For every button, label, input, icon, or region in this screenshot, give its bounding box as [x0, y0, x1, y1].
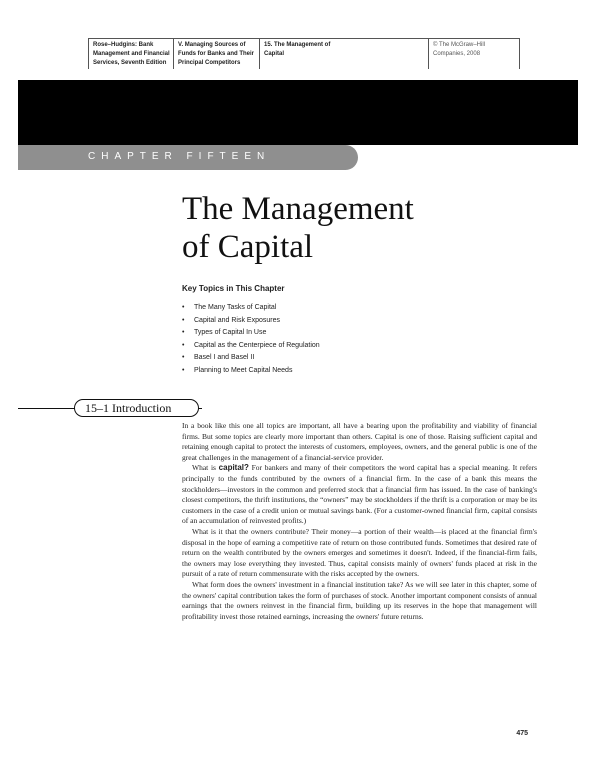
paragraph-2-rest: For bankers and many of their competitors the word capital has a special meaning. It refers principally to the funds contributed by the owners of a financial firm. In the case of a bank this means the stockholders—investors in the common and preferred stock that a financial firm has issued. In the case of banking's closest competitors, the thrift institutions, the “owners” may be stockholders if the thrift is a corporation or may be its customers in the case of a credit union or mutual savings bank. (For a customer-owned financial firm, capital consists of an accumulation of reinvested profits.) [182, 463, 537, 526]
chapter-title-line-2: of Capital [182, 229, 314, 265]
page-number: 475 [516, 730, 528, 737]
key-topic-item: • Planning to Meet Capital Needs [182, 365, 320, 378]
running-header [88, 38, 520, 69]
key-topics-heading: Key Topics in This Chapter [182, 284, 285, 293]
header-chapter-title: 15. The Management of Capital [259, 39, 345, 69]
paragraph-2-lead: What is [192, 463, 219, 473]
chapter-label: CHAPTER FIFTEEN [88, 151, 271, 162]
key-topics-list [182, 302, 320, 378]
paragraph-3: What is it that the owners contribute? Their money—a portion of their wealth—is placed at the financial firm's disposal in the hope of earning a competitive rate of return on those contributed funds. Sometimes that desired rate of return on the wealth contributed by the owners emerges and sometimes it doesn't. Indeed, if the financial-firm fails, the owners may lose everything they invested. Thus, capital consists mainly of owners' funds placed at risk in the pursuit of a rate of return commensurate with the risks accepted by the owners. [182, 526, 537, 579]
chapter-label-tab [18, 145, 358, 170]
chapter-title-line-1: The Management [182, 191, 414, 227]
section-heading-box [74, 399, 199, 417]
paragraph-4: What form does the owners' investment in a financial institution take? As we will see later in this chapter, some of the owners' capital contribution takes the form of purchases of stock. Another important component consists of annual earnings that the owners reinvest in the financial firm, building up its reserves in the hope that management will profitability invest those retained earnings, increasing the owners' future returns. [182, 579, 537, 621]
key-topic-item: • Types of Capital In Use [182, 327, 320, 340]
header-book-title: Rose–Hudgins: Bank Management and Financial Services, Seventh Edition [88, 39, 173, 69]
key-term: capital? [218, 463, 249, 473]
header-copyright: © The McGraw–Hill Companies, 2008 [428, 39, 520, 69]
chapter-banner [18, 80, 578, 145]
section-heading: 15–1 Introduction [85, 401, 172, 415]
key-topic-item: • Capital as the Centerpiece of Regulation [182, 340, 320, 353]
key-topic-item: • The Many Tasks of Capital [182, 302, 320, 315]
chapter-title [182, 190, 414, 266]
header-part-title: V. Managing Sources of Funds for Banks and Their Principal Competitors [173, 39, 259, 69]
key-topic-item: • Capital and Risk Exposures [182, 315, 320, 328]
key-topic-item: • Basel I and Basel II [182, 352, 320, 365]
body-text [182, 421, 537, 622]
paragraph-2 [182, 463, 537, 527]
paragraph-1: In a book like this one all topics are important, all have a bearing upon the profitability and viability of financial firms. But some topics are clearly more important than others. Capital is one of those. Raising sufficient capital and retaining enough capital to protect the interests of customers, employees, owners, and the general public is one of the great challenges in the management of a financial-service provider. [182, 421, 537, 462]
